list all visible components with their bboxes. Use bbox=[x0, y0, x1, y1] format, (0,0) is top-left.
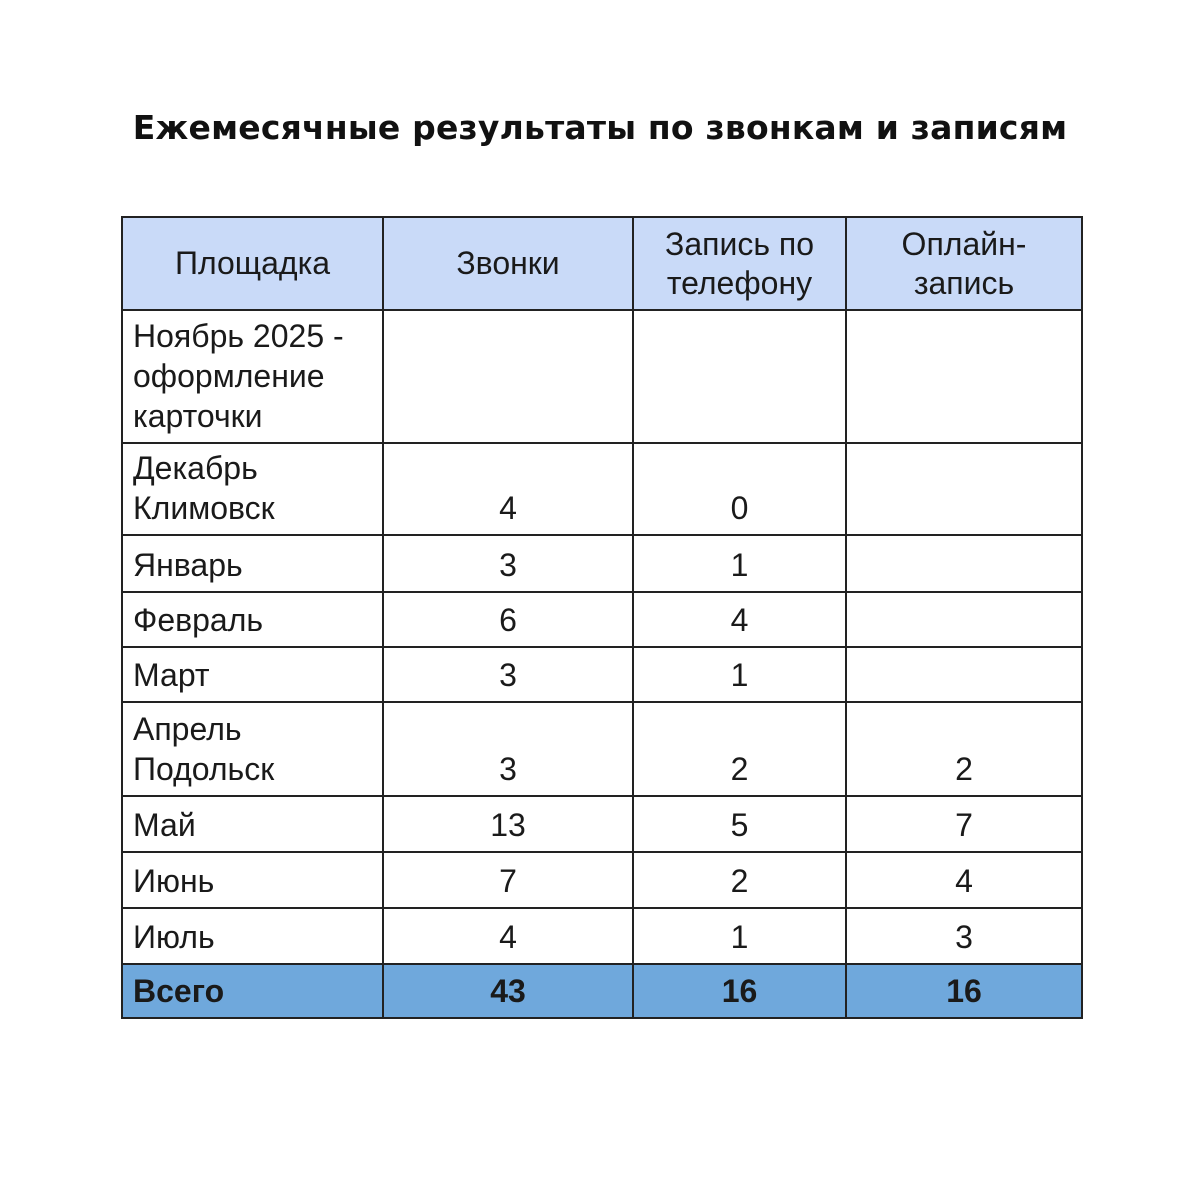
table-row bbox=[122, 310, 1082, 443]
total-online: 16 bbox=[846, 964, 1082, 1018]
table-row bbox=[122, 443, 1082, 535]
row-online: 4 bbox=[846, 852, 1082, 908]
row-online bbox=[846, 535, 1082, 592]
row-name: Апрель Подольск bbox=[122, 702, 383, 796]
row-calls: 4 bbox=[383, 908, 633, 964]
row-online bbox=[846, 647, 1082, 702]
row-phone bbox=[633, 310, 846, 443]
page-title: Ежемесячные результаты по звонкам и записям bbox=[132, 108, 1068, 147]
table-header-row bbox=[122, 217, 1082, 310]
row-online: 3 bbox=[846, 908, 1082, 964]
table-row bbox=[122, 702, 1082, 796]
row-online bbox=[846, 592, 1082, 647]
table-row bbox=[122, 796, 1082, 852]
header-venue: Площадка bbox=[122, 217, 383, 310]
row-online: 2 bbox=[846, 702, 1082, 796]
table-row bbox=[122, 647, 1082, 702]
row-name: Июль bbox=[122, 908, 383, 964]
row-calls: 3 bbox=[383, 535, 633, 592]
total-row bbox=[122, 964, 1082, 1018]
row-name: Январь bbox=[122, 535, 383, 592]
row-name: Май bbox=[122, 796, 383, 852]
row-name: Март bbox=[122, 647, 383, 702]
table-row bbox=[122, 908, 1082, 964]
table-row bbox=[122, 535, 1082, 592]
header-phone-booking: Запись по телефону bbox=[633, 217, 846, 310]
row-name: Февраль bbox=[122, 592, 383, 647]
row-calls bbox=[383, 310, 633, 443]
row-name: Декабрь Климовск bbox=[122, 443, 383, 535]
results-table bbox=[121, 216, 1083, 1019]
total-label: Всего bbox=[122, 964, 383, 1018]
row-phone: 1 bbox=[633, 647, 846, 702]
row-calls: 13 bbox=[383, 796, 633, 852]
row-phone: 2 bbox=[633, 852, 846, 908]
row-phone: 1 bbox=[633, 908, 846, 964]
row-calls: 7 bbox=[383, 852, 633, 908]
table-row bbox=[122, 592, 1082, 647]
row-phone: 2 bbox=[633, 702, 846, 796]
header-online-booking: Оплайн-запись bbox=[846, 217, 1082, 310]
row-phone: 0 bbox=[633, 443, 846, 535]
row-name: Ноябрь 2025 - оформление карточки bbox=[122, 310, 383, 443]
row-calls: 3 bbox=[383, 647, 633, 702]
row-phone: 1 bbox=[633, 535, 846, 592]
row-calls: 6 bbox=[383, 592, 633, 647]
row-calls: 4 bbox=[383, 443, 633, 535]
row-online bbox=[846, 310, 1082, 443]
header-calls: Звонки bbox=[383, 217, 633, 310]
row-phone: 4 bbox=[633, 592, 846, 647]
total-calls: 43 bbox=[383, 964, 633, 1018]
row-name: Июнь bbox=[122, 852, 383, 908]
table-row bbox=[122, 852, 1082, 908]
total-phone: 16 bbox=[633, 964, 846, 1018]
row-phone: 5 bbox=[633, 796, 846, 852]
row-online: 7 bbox=[846, 796, 1082, 852]
row-calls: 3 bbox=[383, 702, 633, 796]
row-online bbox=[846, 443, 1082, 535]
